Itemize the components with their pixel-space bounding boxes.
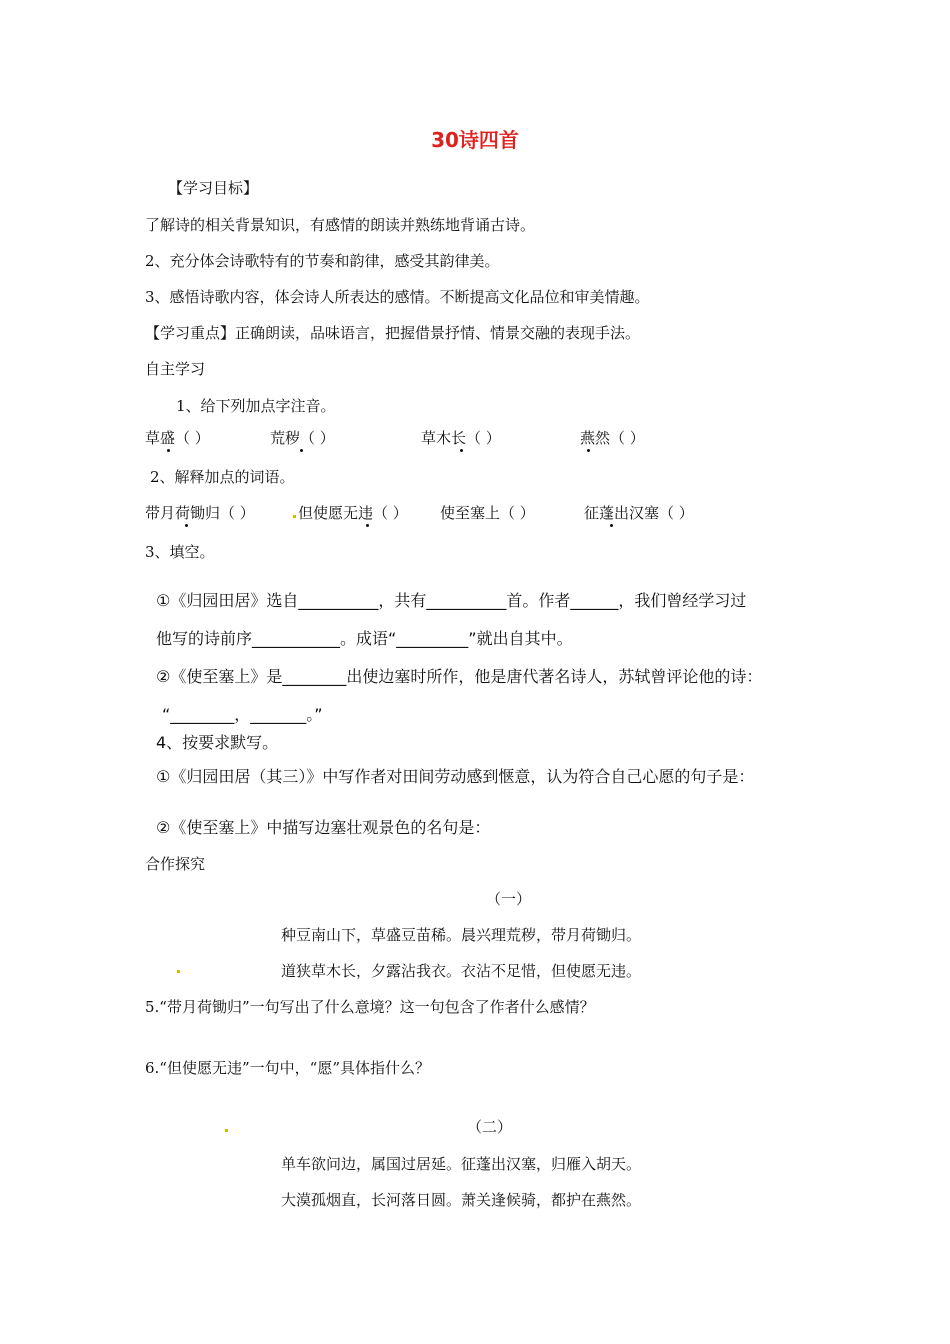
q2-prompt: 2、解释加点的词语。 bbox=[150, 468, 295, 486]
q3-line-2: 他写的诗前序___________。成语“_________”就出自其中。 bbox=[156, 629, 573, 648]
emphasis-dot bbox=[300, 449, 303, 452]
emphasis-dot bbox=[167, 449, 170, 452]
q2-item-4: 征蓬出汉塞（ ） bbox=[584, 504, 694, 522]
emphasis-dot bbox=[610, 524, 613, 527]
poem2-line-1: 单车欲问边，属国过居延。征蓬出汉塞，归雁入胡天。 bbox=[281, 1155, 642, 1173]
objective-2: 2、充分体会诗歌特有的节奏和韵律，感受其韵律美。 bbox=[145, 252, 500, 270]
q3-line-3: ②《使至塞上》是________出使边塞时所作，他是唐代著名诗人，苏轼曾评论他的诗： bbox=[156, 667, 763, 686]
poem2-line-2: 大漠孤烟直，长河落日圆。萧关逢候骑，都护在燕然。 bbox=[281, 1191, 642, 1209]
emphasis-dot bbox=[185, 524, 188, 527]
emphasis-dot bbox=[587, 449, 590, 452]
yellow-mark bbox=[177, 970, 180, 973]
q1-item-2: 荒秽（ ） bbox=[270, 429, 335, 447]
q1-item-3: 草木长（ ） bbox=[421, 429, 501, 447]
poem2-label: （二） bbox=[467, 1118, 513, 1136]
poem1-label: （一） bbox=[486, 890, 532, 908]
objective-3: 3、感悟诗歌内容，体会诗人所表达的感情。不断提高文化品位和审美情趣。 bbox=[145, 288, 650, 306]
objectives-heading: 【学习目标】 bbox=[168, 179, 259, 197]
q3-prompt: 3、填空。 bbox=[145, 543, 215, 561]
question-6: 6.“但使愿无违”一句中，“愿”具体指什么？ bbox=[145, 1059, 430, 1077]
q3-line-4: “________，_______。” bbox=[162, 705, 323, 724]
poem1-line-2: 道狭草木长，夕露沾我衣。衣沾不足惜，但使愿无违。 bbox=[281, 962, 642, 980]
yellow-mark bbox=[225, 1129, 228, 1132]
q1-item-4: 燕然（ ） bbox=[580, 429, 645, 447]
question-5: 5.“带月荷锄归”一句写出了什么意境？这一句包含了作者什么感情？ bbox=[145, 998, 595, 1016]
self-study-heading: 自主学习 bbox=[145, 360, 206, 378]
q4-prompt: 4、按要求默写。 bbox=[156, 733, 279, 752]
q2-item-3: 使至塞上（ ） bbox=[440, 504, 535, 522]
q2-item-1: 带月荷锄归（ ） bbox=[145, 504, 255, 522]
yellow-mark bbox=[293, 515, 296, 518]
q3-line-1: ①《归园田居》选自__________，共有__________首。作者______，我们曾经学习过 bbox=[156, 591, 747, 610]
emphasis-dot bbox=[366, 524, 369, 527]
q4-line-1: ①《归园田居（其三）》中写作者对田间劳动感到惬意，认为符合自己心愿的句子是： bbox=[156, 767, 755, 786]
q1-item-1: 草盛（ ） bbox=[145, 429, 210, 447]
q2-item-2: 但使愿无违（ ） bbox=[298, 504, 408, 522]
q1-prompt: 1、给下列加点字注音。 bbox=[176, 397, 336, 415]
q4-line-2: ②《使至塞上》中描写边塞壮观景色的名句是： bbox=[156, 818, 491, 837]
page-title: 30诗四首 bbox=[431, 128, 519, 152]
objective-1: 了解诗的相关背景知识，有感情的朗读并熟练地背诵古诗。 bbox=[145, 216, 536, 234]
poem1-line-1: 种豆南山下，草盛豆苗稀。晨兴理荒秽，带月荷锄归。 bbox=[281, 926, 642, 944]
cooperative-heading: 合作探究 bbox=[145, 855, 206, 873]
emphasis-dot bbox=[460, 449, 463, 452]
focus-line: 【学习重点】正确朗读，品味语言，把握借景抒情、情景交融的表现手法。 bbox=[145, 324, 641, 342]
